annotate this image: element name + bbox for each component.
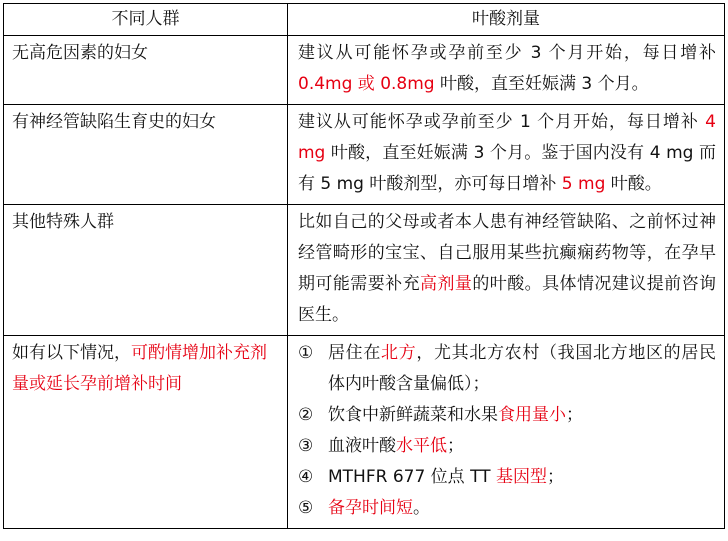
header-folic-acid-dose: 叶酸剂量: [288, 4, 725, 36]
dose-text: 叶酸，直至妊娠满 3 个月。: [434, 74, 649, 94]
dose-text: 建议从可能怀孕或孕前至少 3 个月开始，每日增补: [298, 43, 716, 63]
list-item: [298, 338, 716, 400]
table-row: [4, 36, 725, 105]
list-text: [328, 338, 716, 400]
dose-text: 叶酸，直至妊娠满 3 个月。鉴于国内没有 4 mg 而有 5 mg 叶酸剂型，亦可每日增补: [298, 143, 716, 194]
list-number: ①: [298, 343, 314, 363]
list-number: ②: [298, 405, 314, 425]
dose-text: 比如自己的父母或者本人患有神经管缺陷、之前怀过神经管畸形的宝宝、自己服用某些抗癫痫药物等，在孕早期可能需要补充: [298, 212, 716, 294]
list-text-part: MTHFR 677 位点 TT: [328, 467, 496, 487]
population-text: 如有以下情况，: [12, 343, 131, 363]
list-highlight: 基因型: [495, 467, 547, 487]
dose-highlight: 5 mg: [561, 174, 606, 194]
population-text: 有神经管缺陷生育史的妇女: [12, 112, 216, 132]
folic-acid-dosage-table: [3, 3, 725, 529]
list-text-part: ；: [566, 405, 583, 425]
list-number: ③: [298, 436, 314, 456]
list-text-part: ，尤其北方农村（我国北方地区的居民体内叶酸含量偏低）；: [328, 343, 717, 394]
dose-highlight: 0.4mg 或 0.8mg: [298, 74, 435, 94]
table-row: [4, 336, 725, 529]
table-row: [4, 105, 725, 205]
list-text-part: 饮食中新鲜蔬菜和水果: [328, 405, 498, 425]
list-text-part: 血液叶酸: [328, 436, 396, 456]
list-text: [328, 462, 716, 493]
list-highlight: 食用量小: [498, 405, 566, 425]
list-text-part: ；: [447, 436, 464, 456]
table-header-row: [4, 4, 725, 36]
population-text: 无高危因素的妇女: [12, 43, 148, 63]
list-text: [328, 431, 716, 462]
population-cell: [4, 205, 288, 336]
population-cell: [4, 105, 288, 205]
population-highlight: 可酌情增加补充剂量或延长孕前增补时间: [12, 343, 267, 394]
list-text: [328, 493, 716, 524]
list-text: [328, 400, 716, 431]
population-text: 其他特殊人群: [12, 212, 114, 232]
list-text-part: 居住在: [328, 343, 381, 363]
dose-cell: [288, 205, 725, 336]
list-item: [298, 400, 716, 431]
header-population: 不同人群: [4, 4, 288, 36]
list-number: ④: [298, 467, 314, 487]
list-text-part: ；: [546, 467, 564, 487]
list-highlight: 备孕时间短: [328, 498, 413, 518]
list-number: ⑤: [298, 498, 314, 518]
dose-cell: [288, 105, 725, 205]
list-text-part: 。: [413, 498, 430, 518]
dose-list-cell: [288, 336, 725, 529]
dose-text: 的叶酸。具体情况建议提前咨询医生。: [298, 274, 717, 325]
list-item: [298, 493, 716, 524]
dose-text: 叶酸。: [605, 174, 662, 194]
dose-cell: [288, 36, 725, 105]
list-item: [298, 462, 716, 493]
dose-highlight: 4 mg: [298, 112, 716, 163]
population-cell: [4, 336, 288, 529]
dose-highlight: 高剂量: [420, 274, 473, 294]
list-highlight: 北方: [381, 343, 417, 363]
table-row: [4, 205, 725, 336]
dose-text: 建议从可能怀孕或孕前至少 1 个月开始，每日增补: [298, 112, 706, 132]
list-highlight: 水平低: [396, 436, 447, 456]
population-cell: [4, 36, 288, 105]
list-item: [298, 431, 716, 462]
